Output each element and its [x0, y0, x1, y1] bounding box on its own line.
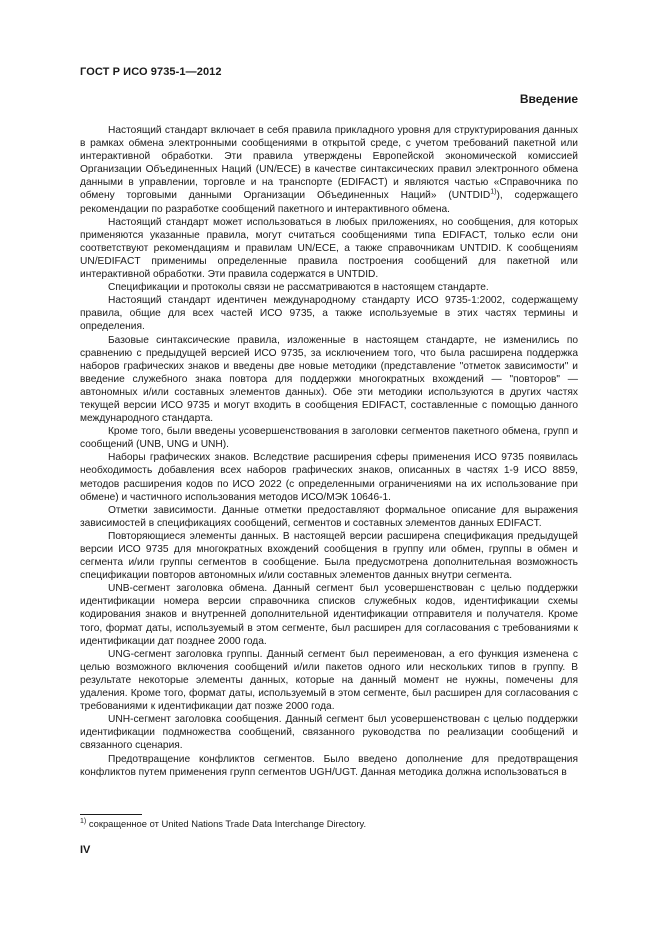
paragraph: UNG-сегмент заголовка группы. Данный сегмент был переименован, а его функция изменена с целью возможного включения сообщений и/или пакетов одного или нескольких типов в группу. В результате некоторые элементы данных, которые на данный момент не нужны, помечены для удаления. Кроме того, формат даты, используемый в этом сегменте, был расширен для согласования с требованиями к идентификации дат позже 2000 года.	[80, 648, 578, 713]
paragraph-text: Настоящий стандарт включает в себя правила прикладного уровня для структурирования данных в рамках обмена электронными сообщениями в открытой среде, с учетом требований пакетной или интерактивной обработки. Эти правила утверждены Европейской экономической комиссией Организации Объединенных Наций (UN/ECE) в качестве синтаксических правил электронного обмена данными в управлении, торговле и на транспорте (EDIFACT) и являются частью «Справочника по обмену торговыми данными Организации Объединенных Наций» (UNTDID	[80, 125, 578, 202]
paragraph: Настоящий стандарт может использоваться в любых приложениях, но сообщения, для которых применяются указанные правила, могут считаться сообщениями типа EDIFACT, только если они соответствуют рекомендациям и правилам UN/ECE, а также справочникам UNTDID. К сообщениям UN/EDIFACT применимы определенные правила построения сообщений для пакетной или интерактивной обработки. Эти правила содержатся в UNTDID.	[80, 216, 578, 281]
footnote-reference[interactable]: 1)	[490, 189, 497, 197]
paragraph: Предотвращение конфликтов сегментов. Было введено дополнение для предотвращения конфликтов путем применения групп сегментов UGH/UGT. Данная методика должна использоваться в	[80, 753, 578, 778]
footnote	[80, 818, 366, 829]
paragraph-text-tail: ), содержащего рекомендации по разработке сообщений пакетного и интерактивного обмена.	[80, 190, 579, 215]
footnote-marker: 1)	[80, 817, 87, 825]
footnote-divider	[80, 814, 142, 815]
paragraph: Повторяющиеся элементы данных. В настоящей версии расширена спецификация предыдущей версии ИСО 9735 для многократных вхождений сообщения в группу или обмен, группы в обмен и сегмента и/или группы сегментов в сообщение. Была предусмотрена дополнительная возможность спецификации повторов автономных и/или составных элементов данных внутри сегмента.	[80, 530, 578, 582]
page-number: IV	[80, 844, 91, 856]
body-text	[80, 124, 578, 779]
paragraph: Отметки зависимости. Данные отметки предоставляют формальное описание для выражения зависимостей в спецификациях сообщений, сегментов и составных элементов данных EDIFACT.	[80, 504, 578, 529]
paragraph: Базовые синтаксические правила, изложенные в настоящем стандарте, не изменились по сравнению с предыдущей версией ИСО 9735, за исключением того, что была расширена поддержка наборов графических знаков и введены две новые методики (представление "отметок зависимости" и введение служебного знака повтора для поддержки многократных вхождений — "повторов" — автономных и/или составных элементов данных). Обе эти методики используются в других частях текущей версии ИСО 9735 и могут входить в сообщения EDIFACT, составленные с помощью данного международного стандарта.	[80, 334, 578, 425]
paragraph: Настоящий стандарт идентичен международному стандарту ИСО 9735-1:2002, содержащему правила, общие для всех частей ИСО 9735, а также используемые в этих частях термины и определения.	[80, 295, 578, 333]
footnote-text: сокращенное от United Nations Trade Data Interchange Directory.	[88, 818, 367, 829]
paragraph: UNH-сегмент заголовка сообщения. Данный сегмент был усовершенствован с целью поддержки идентификации подмножества сообщений, связанного руководства по реализации сообщений и связанного сценария.	[80, 714, 578, 752]
paragraph: UNB-сегмент заголовка обмена. Данный сегмент был усовершенствован с целью поддержки идентификации номера версии справочника списков служебных кодов, идентификации схемы кодирования знаков и внутренней дополнительной идентификации отправителя и получателя. Кроме того, формат даты, используемый в этом сегменте, был расширен для согласования с требованиями к идентификации дат позднее 2000 года.	[80, 583, 578, 647]
paragraph	[80, 124, 578, 216]
section-title: Введение	[519, 92, 578, 106]
paragraph: Кроме того, были введены усовершенствования в заголовки сегментов пакетного обмена, групп и сообщений (UNB, UNG и UNH).	[80, 426, 578, 451]
paragraph: Наборы графических знаков. Вследствие расширения сферы применения ИСО 9735 появилась необходимость добавления всех наборов графических знаков, описанных в частях 1-9 ИСО 8859, методов расширения кодов по ИСО 2022 (с определенными ограничениями на их использование при обмене) и частичного использования методов ИСО/МЭК 10646-1.	[80, 452, 578, 503]
document-header: ГОСТ Р ИСО 9735-1—2012	[80, 66, 222, 78]
paragraph: Спецификации и протоколы связи не рассматриваются в настоящем стандарте.	[108, 282, 489, 294]
